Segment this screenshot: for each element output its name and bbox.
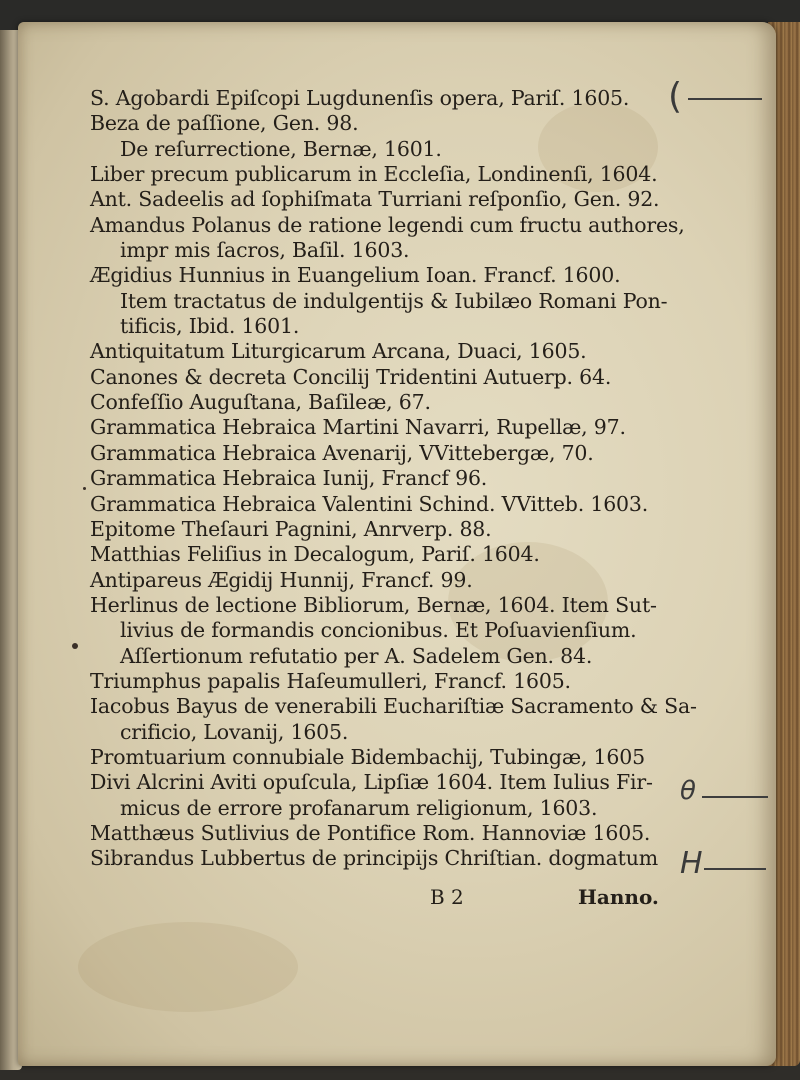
text-line: Aſſertionum refutatio per A. Sadelem Gen. 84. xyxy=(120,643,593,668)
text-line: Sibrandus Lubbertus de principijs Chriſtian. dogmatum xyxy=(90,846,658,871)
text-line: Item tractatus de indulgentijs & Iubilæo Romani Pon- xyxy=(120,288,668,313)
text-line: Grammatica Hebraica Martini Navarri, Rupellæ, 97. xyxy=(90,415,626,440)
paper-stain xyxy=(78,922,298,1012)
text-line: De reſurrectione, Bernæ, 1601. xyxy=(120,136,442,161)
text-line: Amandus Polanus de ratione legendi cum fructu authores, xyxy=(90,212,685,237)
signature-mark: B 2 xyxy=(430,885,464,909)
text-line: Iacobus Bayus de venerabili Euchariſtiæ Sacramento & Sa- xyxy=(90,694,697,719)
catchword: Hanno. xyxy=(578,885,659,909)
text-line: Promtuarium connubiale Bidembachij, Tubingæ, 1605 xyxy=(90,744,645,769)
text-line: Beza de paſſione, Gen. 98. xyxy=(90,111,359,136)
text-line: Epitome Theſauri Pagnini, Anrverp. 88. xyxy=(90,516,492,541)
text-line: Triumphus papalis Haſeumulleri, Francf. 1605. xyxy=(90,668,571,693)
pencil-mark-low: H xyxy=(680,846,703,881)
pencil-mark-top: ( xyxy=(668,76,683,117)
text-line: Matthias Feliſius in Decalogum, Pariſ. 1604. xyxy=(90,542,540,567)
text-line: micus de errore profanarum religionum, 1603. xyxy=(120,795,598,820)
text-line: Liber precum publicarum in Eccleſia, Londinenſi, 1604. xyxy=(90,162,658,187)
pencil-line xyxy=(688,98,762,100)
text-line: Matthæus Sutlivius de Pontifice Rom. Hannoviæ 1605. xyxy=(90,820,651,845)
ink-dot xyxy=(83,487,86,490)
text-line: Ant. Sadeelis ad ſophiſmata Turriani reſponſio, Gen. 92. xyxy=(90,187,660,212)
pencil-mark-mid: θ xyxy=(680,776,696,806)
text-line: Herlinus de lectione Bibliorum, Bernæ, 1604. Item Sut- xyxy=(90,592,657,617)
text-line: Antiquitatum Liturgicarum Arcana, Duaci, 1605. xyxy=(90,339,587,364)
text-line: Divi Alcrini Aviti opuſcula, Lipſiæ 1604. Item Iulius Fir- xyxy=(90,770,653,795)
text-line: Canones & decreta Concilij Tridentini Autuerp. 64. xyxy=(90,364,612,389)
text-line: livius de formandis concionibus. Et Poſuavienſium. xyxy=(120,618,637,643)
text-line: Ægidius Hunnius in Euangelium Ioan. Francf. 1600. xyxy=(90,263,621,288)
text-line: Antipareus Ægidij Hunnij, Francf. 99. xyxy=(90,567,473,592)
text-line: Grammatica Hebraica Iunij, Francf 96. xyxy=(90,466,488,491)
text-line: crificio, Lovanij, 1605. xyxy=(120,719,349,744)
pencil-line xyxy=(704,868,766,870)
text-line: S. Agobardi Epiſcopi Lugdunenſis opera, Pariſ. 1605. xyxy=(90,86,630,110)
text-line: Grammatica Hebraica Avenarij, VVittebergæ, 70. xyxy=(90,440,594,465)
text-line: tificis, Ibid. 1601. xyxy=(120,314,300,339)
text-line: Confeſſio Auguſtana, Baſileæ, 67. xyxy=(90,390,431,415)
pencil-line xyxy=(702,796,768,798)
text-line: Grammatica Hebraica Valentini Schind. VVitteb. 1603. xyxy=(90,491,649,516)
book-text xyxy=(90,86,697,872)
text-line: impr mis ſacros, Baſil. 1603. xyxy=(120,238,410,263)
ink-dot xyxy=(72,643,78,649)
